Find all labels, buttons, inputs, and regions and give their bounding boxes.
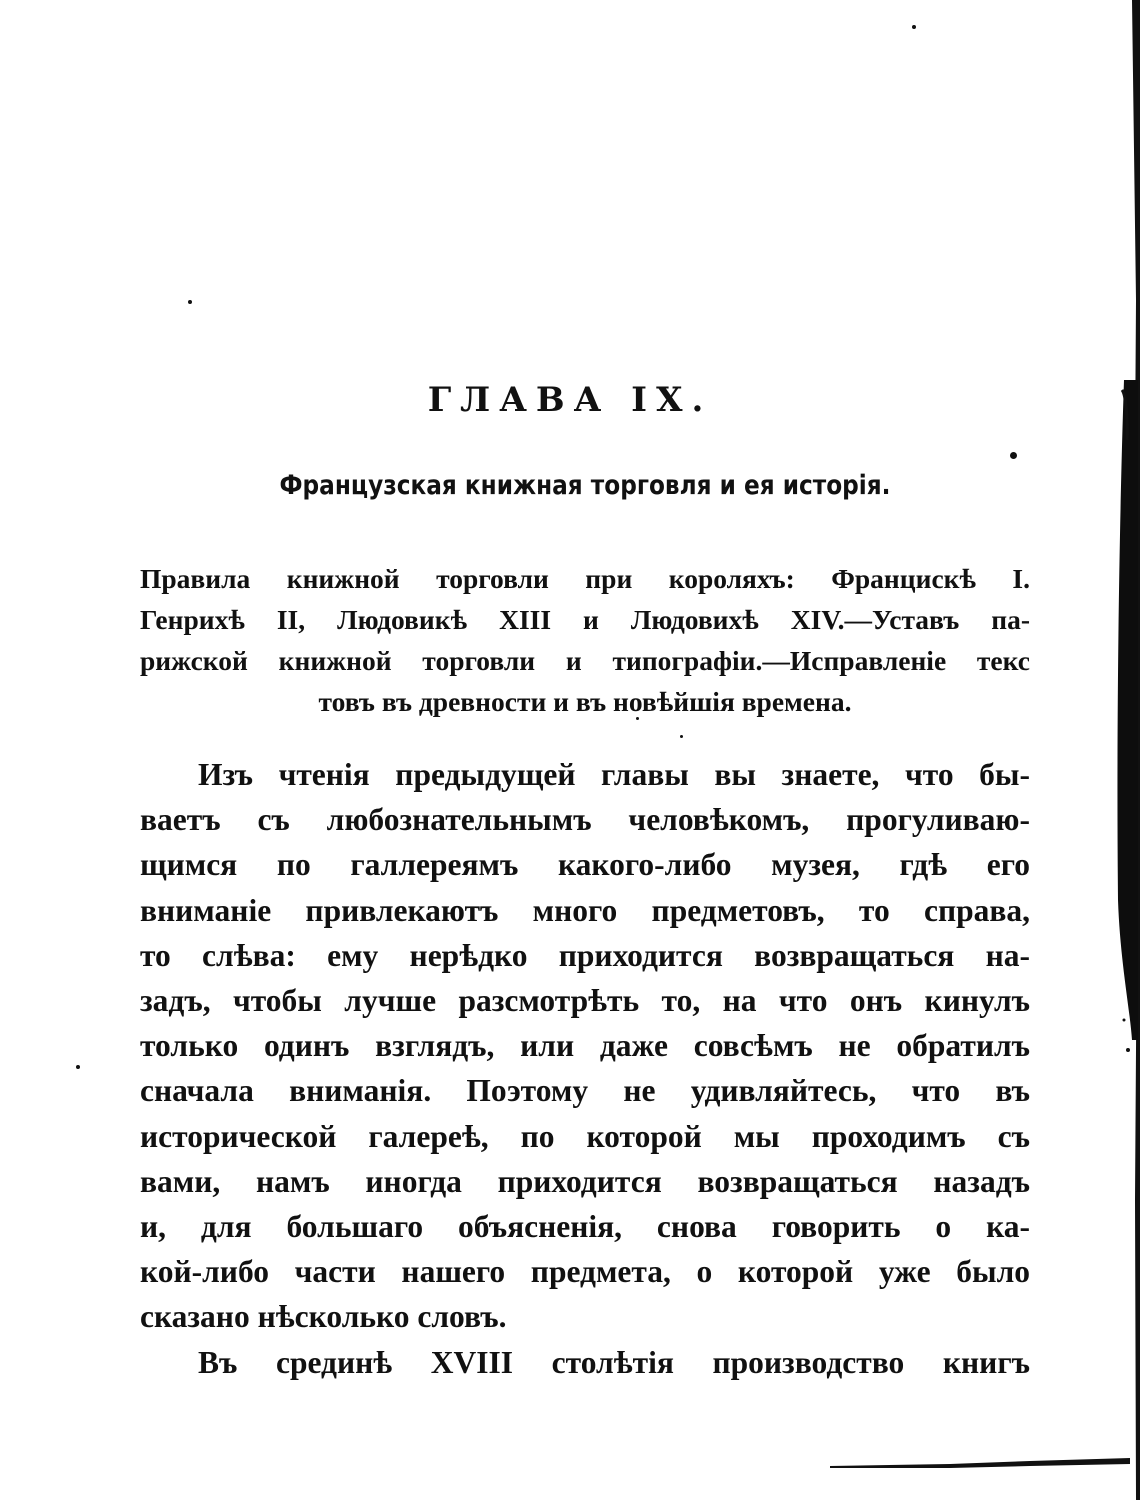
scan-speck bbox=[188, 300, 192, 304]
body-line: ваетъ съ любознательнымъ человѣкомъ, прогуливаю- bbox=[140, 802, 1030, 838]
body-line: кой-либо части нашего предмета, о которой уже было bbox=[140, 1254, 1030, 1290]
body-line: и, для большаго объясненія, снова говорить о ка- bbox=[140, 1209, 1030, 1245]
body-line: вами, намъ иногда приходится возвращаться назадъ bbox=[140, 1163, 1030, 1199]
summary-line: товъ въ древности и въ новѣйшія времена. bbox=[318, 686, 852, 717]
scan-streak bbox=[830, 1452, 1130, 1470]
body-line: щимся по галлереямъ какого-либо музея, гдѣ его bbox=[140, 847, 1030, 883]
summary-line: Правила книжной торговли при короляхъ: Францискѣ I. bbox=[140, 563, 1030, 594]
body-line: исторической галереѣ, по которой мы проходимъ съ bbox=[140, 1118, 1030, 1154]
summary-line: рижской книжной торговли и типографіи.—Исправленіе текс bbox=[140, 645, 1030, 676]
body-line: Изъ чтенія предыдущей главы вы знаете, что бы- bbox=[198, 757, 1030, 792]
body-line: только одинъ взглядъ, или даже совсѣмъ не обратилъ bbox=[140, 1028, 1030, 1064]
body-line: задъ, чтобы лучше разсмотрѣть то, на что онъ кинулъ bbox=[140, 983, 1030, 1019]
chapter-title: Французская книжная торговля и ея исторія. bbox=[279, 470, 891, 501]
scan-speck bbox=[76, 1065, 80, 1069]
summary-line: Генрихѣ II, Людовикѣ XIII и Людовихѣ XIV.—Уставъ па- bbox=[140, 604, 1030, 635]
body-line: сказано нѣсколько словъ. bbox=[140, 1299, 507, 1335]
scan-speck bbox=[680, 735, 683, 738]
chapter-heading: ГЛАВА IX. bbox=[427, 380, 713, 420]
body-line: сначала вниманія. Поэтому не удивляйтесь, что въ bbox=[140, 1073, 1030, 1109]
scan-speck bbox=[1010, 452, 1017, 459]
scan-speck bbox=[636, 717, 639, 720]
body-line: Въ срединѣ XVIII столѣтія производство книгъ bbox=[198, 1344, 1030, 1380]
body-line: то слѣва: ему нерѣдко приходится возвращаться на- bbox=[140, 937, 1030, 973]
binding-edge-shadow bbox=[1080, 0, 1140, 1500]
chapter-summary bbox=[140, 558, 1030, 722]
body-text bbox=[140, 752, 1030, 1385]
scan-speck bbox=[912, 25, 916, 29]
body-line: вниманіе привлекаютъ много предметовъ, то справа, bbox=[140, 892, 1030, 928]
